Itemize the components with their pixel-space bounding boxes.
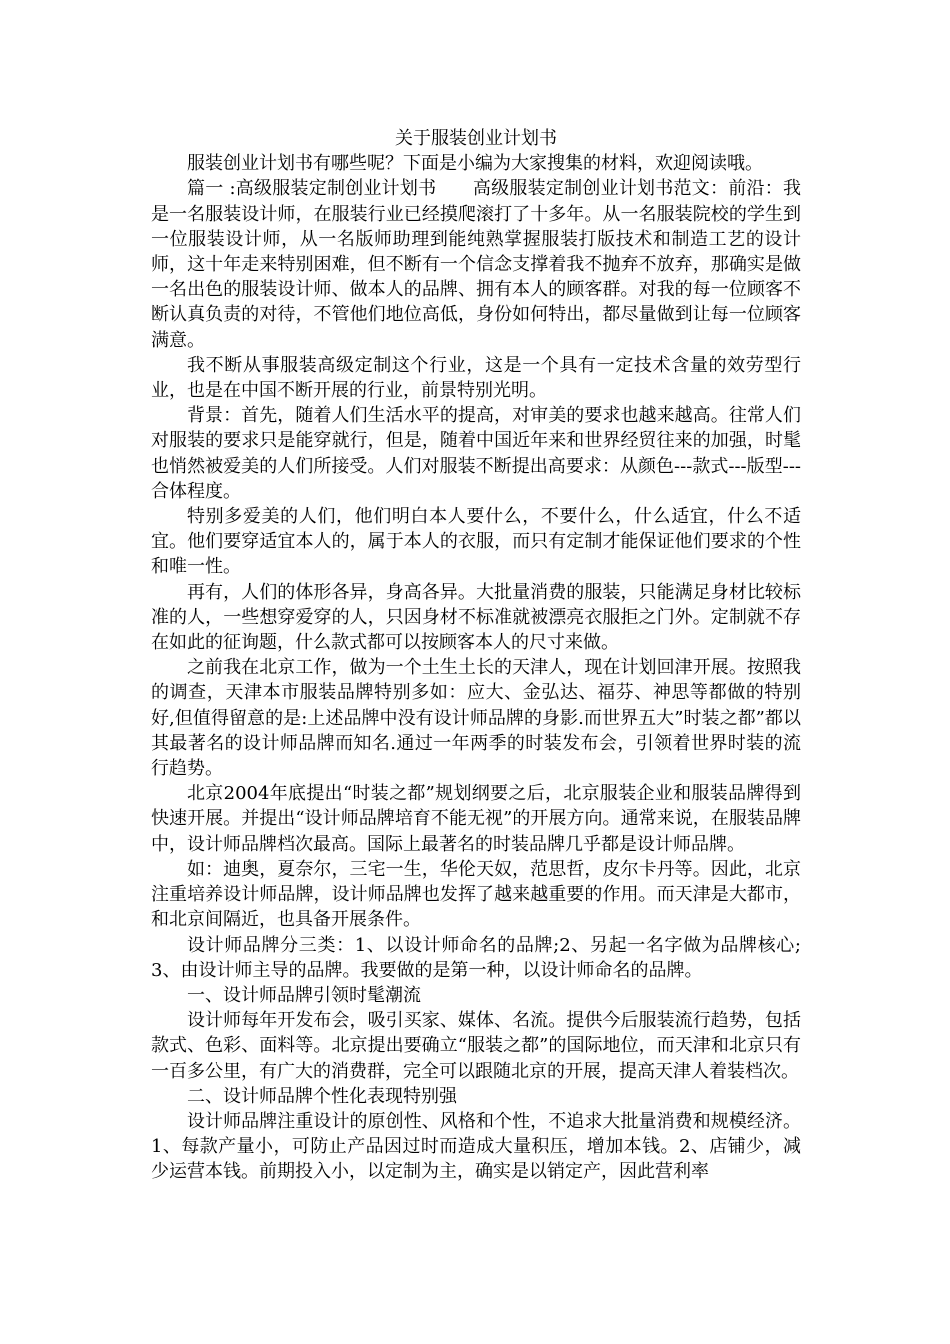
paragraph: 如：迪奥，夏奈尔，三宅一生，华伦天奴，范思哲，皮尔卡丹等。因此，北京注重培养设计师品牌，设计师品牌也发挥了越来越重要的作用。而天津是大都市，和北京间隔近，也具备开展条件。	[151, 858, 801, 931]
paragraph: 再有，人们的体形各异，身高各异。大批量消费的服装，只能满足身材比较标准的人，一些想穿爱穿的人，只因身材不标准就被漂亮衣服拒之门外。定制就不存在如此的征询题，什么款式都可以按顾客本人的尺寸来做。	[151, 581, 801, 654]
paragraph: 北京2004年底提出“时装之都”规划纲要之后，北京服装企业和服装品牌得到快速开展。并提出“设计师品牌培育不能无视”的开展方向。通常来说，在服装品牌中，设计师品牌档次最高。国际上最著名的时装品牌几乎都是设计师品牌。	[151, 783, 801, 855]
paragraph: 设计师品牌分三类：1、以设计师命名的品牌;2、另起一名字做为品牌核心;3、由设计师主导的品牌。我要做的是第一种，以设计师命名的品牌。	[151, 934, 801, 981]
paragraph: 服装创业计划书有哪些呢？下面是小编为大家搜集的材料，欢迎阅读哦。	[187, 153, 763, 175]
section-heading: 一、设计师品牌引领时髦潮流	[187, 984, 421, 1006]
paragraph: 篇一 :高级服装定制创业计划书 高级服装定制创业计划书范文：前沿：我是一名服装设计师，在服装行业已经摸爬滚打了十多年。从一名服装院校的学生到一位服装设计师，从一名版师助理到能纯熟掌握服装打版技术和制造工艺的设计师，这十年走来特别困难，但不断有一个信念支撑着我不抛弃不放弃，那确实是做一名出色的服装设计师、做本人的品牌、拥有本人的顾客群。对我的每一位顾客不断认真负责的对待，不管他们地位高低，身份如何特出，都尽量做到让每一位顾客满意。	[151, 178, 801, 351]
paragraph: 之前我在北京工作，做为一个土生土长的天津人，现在计划回津开展。按照我的调查，天津本市服装品牌特别多如：应大、金弘达、福芬、神思等都做的特别好,但值得留意的是:上述品牌中没有设计师品牌的身影.而世界五大”时装之都”都以其最著名的设计师品牌而知名.通过一年两季的时装发布会，引领着世界时装的流行趋势。	[151, 657, 801, 780]
paragraph: 设计师品牌注重设计的原创性、风格和个性，不追求大批量消费和规模经济。1、每款产量小，可防止产品因过时而造成大量积压，增加本钱。2、店铺少，减少运营本钱。前期投入小，以定制为主，确实是以销定产，因此营利率	[151, 1110, 801, 1183]
paragraph: 特别多爱美的人们，他们明白本人要什么，不要什么，什么适宜，什么不适宜。他们要穿适宜本人的，属于本人的衣服，而只有定制才能保证他们要求的个性和唯一性。	[151, 506, 801, 578]
paragraph: 我不断从事服装高级定制这个行业，这是一个具有一定技术含量的效劳型行业，也是在中国不断开展的行业，前景特别光明。	[151, 354, 801, 402]
paragraph: 背景：首先，随着人们生活水平的提高，对审美的要求也越来越高。往常人们对服装的要求只是能穿就行，但是，随着中国近年来和世界经贸往来的加强，时髦也悄然被爱美的人们所接受。人们对服装不断提出高要求：从颜色---款式---版型---合体程度。	[151, 405, 801, 502]
paragraph: 设计师每年开发布会，吸引买家、媒体、名流。提供今后服装流行趋势，包括款式、色彩、面料等。北京提出要确立“服装之都”的国际地位，而天津和北京只有一百多公里，有广大的消费群，完全可以跟随北京的开展，提高天津人着装档次。	[151, 1010, 801, 1082]
section-heading: 二、设计师品牌个性化表现特别强	[187, 1085, 457, 1107]
document-title: 关于服装创业计划书	[395, 128, 557, 149]
document-body	[151, 126, 801, 1185]
